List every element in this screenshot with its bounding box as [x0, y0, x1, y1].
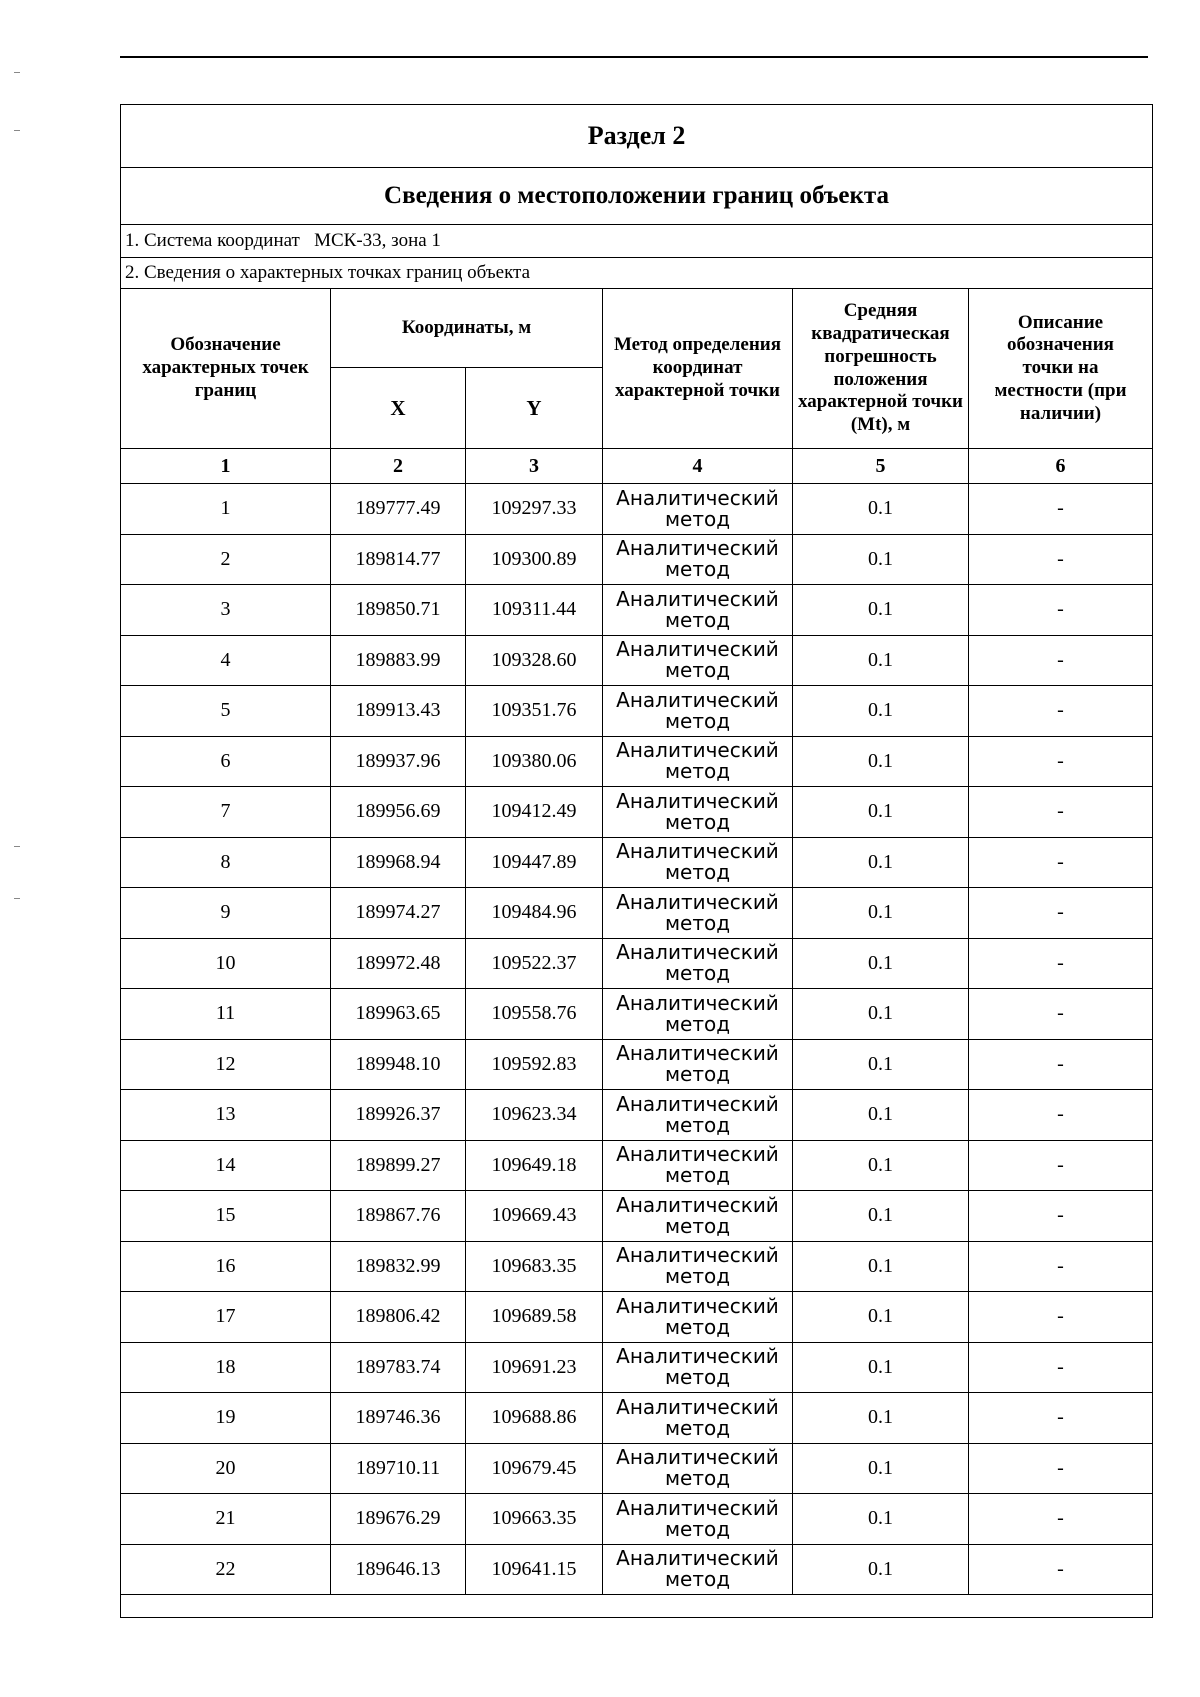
description-value: -: [969, 1494, 1153, 1545]
table-body: [121, 105, 1153, 1618]
method-line2: метод: [664, 860, 731, 885]
method-line1: Аналитический: [616, 687, 779, 712]
method-line2: метод: [664, 607, 731, 632]
column-number: 3: [466, 449, 603, 484]
y-coordinate: 109683.35: [466, 1241, 603, 1292]
error-value: 0.1: [793, 736, 969, 787]
method-line2: метод: [664, 506, 731, 531]
point-number: 9: [121, 888, 331, 939]
method-line1: Аналитический: [616, 1495, 779, 1520]
header-x: X: [331, 368, 466, 449]
table-row: [121, 736, 1153, 787]
y-coordinate: 109592.83: [466, 1039, 603, 1090]
y-coordinate: 109669.43: [466, 1191, 603, 1242]
description-value: -: [969, 1544, 1153, 1595]
table-row: [121, 989, 1153, 1040]
error-value: 0.1: [793, 1292, 969, 1343]
y-coordinate: 109688.86: [466, 1393, 603, 1444]
x-coordinate: 189814.77: [331, 534, 466, 585]
method-cell: [603, 1342, 793, 1393]
error-value: 0.1: [793, 1039, 969, 1090]
point-number: 16: [121, 1241, 331, 1292]
method-line2: метод: [664, 1516, 731, 1541]
point-number: 8: [121, 837, 331, 888]
y-coordinate: 109412.49: [466, 787, 603, 838]
method-line2: метод: [664, 1011, 731, 1036]
method-line2: метод: [664, 1112, 731, 1137]
point-number: 5: [121, 686, 331, 737]
y-coordinate: 109558.76: [466, 989, 603, 1040]
method-cell: [603, 1544, 793, 1595]
y-coordinate: 109300.89: [466, 534, 603, 585]
x-coordinate: 189937.96: [331, 736, 466, 787]
method-cell: [603, 534, 793, 585]
y-coordinate: 109679.45: [466, 1443, 603, 1494]
method-line1: Аналитический: [616, 738, 779, 763]
method-line1: Аналитический: [616, 1091, 779, 1116]
method-cell: [603, 1494, 793, 1545]
table-row: [121, 1393, 1153, 1444]
point-number: 17: [121, 1292, 331, 1343]
method-cell: [603, 989, 793, 1040]
method-line2: метод: [664, 557, 731, 582]
description-value: -: [969, 686, 1153, 737]
method-line1: Аналитический: [616, 839, 779, 864]
error-value: 0.1: [793, 1443, 969, 1494]
method-cell: [603, 484, 793, 535]
column-number: 1: [121, 449, 331, 484]
method-line1: Аналитический: [616, 1041, 779, 1066]
point-number: 12: [121, 1039, 331, 1090]
point-number: 4: [121, 635, 331, 686]
method-cell: [603, 888, 793, 939]
method-line1: Аналитический: [616, 1394, 779, 1419]
point-number: 7: [121, 787, 331, 838]
column-number: 2: [331, 449, 466, 484]
y-coordinate: 109663.35: [466, 1494, 603, 1545]
method-line1: Аналитический: [616, 1546, 779, 1571]
description-value: -: [969, 736, 1153, 787]
table-row: [121, 837, 1153, 888]
point-number: 2: [121, 534, 331, 585]
y-coordinate: 109649.18: [466, 1140, 603, 1191]
method-line2: метод: [664, 1567, 731, 1592]
x-coordinate: 189867.76: [331, 1191, 466, 1242]
section-title: Раздел 2: [121, 105, 1153, 168]
boundary-table: [120, 104, 1153, 1618]
point-number: 11: [121, 989, 331, 1040]
method-line2: метод: [664, 1415, 731, 1440]
table-row: [121, 1292, 1153, 1343]
description-value: -: [969, 1292, 1153, 1343]
method-line1: Аналитический: [616, 940, 779, 965]
method-line2: метод: [664, 1264, 731, 1289]
y-coordinate: 109380.06: [466, 736, 603, 787]
method-cell: [603, 1191, 793, 1242]
point-number: 14: [121, 1140, 331, 1191]
column-number-row: [121, 449, 1153, 484]
method-line1: Аналитический: [616, 485, 779, 510]
header-error: Средняя квадратическая погрешность положения характерной точки (Mt), м: [793, 289, 969, 449]
method-cell: [603, 787, 793, 838]
x-coordinate: 189899.27: [331, 1140, 466, 1191]
error-value: 0.1: [793, 686, 969, 737]
x-coordinate: 189926.37: [331, 1090, 466, 1141]
method-line1: Аналитический: [616, 586, 779, 611]
description-value: -: [969, 585, 1153, 636]
method-cell: [603, 686, 793, 737]
description-value: -: [969, 484, 1153, 535]
description-value: -: [969, 1393, 1153, 1444]
point-number: 15: [121, 1191, 331, 1242]
table-row: [121, 1443, 1153, 1494]
y-coordinate: 109297.33: [466, 484, 603, 535]
method-cell: [603, 736, 793, 787]
header-method: Метод определения координат характерной точки: [603, 289, 793, 449]
column-number: 6: [969, 449, 1153, 484]
error-value: 0.1: [793, 837, 969, 888]
method-line2: метод: [664, 1062, 731, 1087]
method-line2: метод: [664, 759, 731, 784]
x-coordinate: 189974.27: [331, 888, 466, 939]
method-line1: Аналитический: [616, 1192, 779, 1217]
error-value: 0.1: [793, 1494, 969, 1545]
coord-system-row: [121, 225, 1153, 258]
x-coordinate: 189972.48: [331, 938, 466, 989]
table-tail-row: [121, 1595, 1153, 1618]
point-number: 6: [121, 736, 331, 787]
method-cell: [603, 585, 793, 636]
scan-mark: [14, 846, 20, 847]
x-coordinate: 189883.99: [331, 635, 466, 686]
table-row: [121, 1494, 1153, 1545]
method-cell: [603, 837, 793, 888]
table-row: [121, 1191, 1153, 1242]
method-line2: метод: [664, 1163, 731, 1188]
header-description: Описание обозначения точки на местности (при наличии): [969, 289, 1153, 449]
method-line2: метод: [664, 1314, 731, 1339]
y-coordinate: 109484.96: [466, 888, 603, 939]
description-value: -: [969, 1090, 1153, 1141]
y-coordinate: 109623.34: [466, 1090, 603, 1141]
y-coordinate: 109351.76: [466, 686, 603, 737]
method-line2: метод: [664, 1466, 731, 1491]
table-row: [121, 1039, 1153, 1090]
method-cell: [603, 1140, 793, 1191]
method-line2: метод: [664, 1213, 731, 1238]
method-cell: [603, 938, 793, 989]
coord-system-value: МСК-33, зона 1: [314, 230, 441, 251]
error-value: 0.1: [793, 534, 969, 585]
method-line1: Аналитический: [616, 1293, 779, 1318]
method-line2: метод: [664, 708, 731, 733]
method-cell: [603, 1393, 793, 1444]
column-number: 5: [793, 449, 969, 484]
x-coordinate: 189676.29: [331, 1494, 466, 1545]
table-row: [121, 1090, 1153, 1141]
table-row: [121, 534, 1153, 585]
method-line2: метод: [664, 961, 731, 986]
method-cell: [603, 1443, 793, 1494]
method-line1: Аналитический: [616, 1344, 779, 1369]
point-number: 10: [121, 938, 331, 989]
y-coordinate: 109447.89: [466, 837, 603, 888]
point-number: 20: [121, 1443, 331, 1494]
error-value: 0.1: [793, 1544, 969, 1595]
table-row: [121, 686, 1153, 737]
table-row: [121, 585, 1153, 636]
method-cell: [603, 1090, 793, 1141]
method-line1: Аналитический: [616, 889, 779, 914]
x-coordinate: 189968.94: [331, 837, 466, 888]
table-row: [121, 1544, 1153, 1595]
method-line1: Аналитический: [616, 1445, 779, 1470]
column-number: 4: [603, 449, 793, 484]
header-y: Y: [466, 368, 603, 449]
header-designation: Обозначение характерных точек границ: [121, 289, 331, 449]
method-line1: Аналитический: [616, 1243, 779, 1268]
description-value: -: [969, 1241, 1153, 1292]
table-tail-cell: [121, 1595, 1153, 1618]
x-coordinate: 189710.11: [331, 1443, 466, 1494]
description-value: -: [969, 787, 1153, 838]
error-value: 0.1: [793, 888, 969, 939]
error-value: 0.1: [793, 585, 969, 636]
top-rule: [120, 56, 1148, 58]
table-row: [121, 1241, 1153, 1292]
x-coordinate: 189783.74: [331, 1342, 466, 1393]
description-value: -: [969, 1443, 1153, 1494]
error-value: 0.1: [793, 1191, 969, 1242]
method-line2: метод: [664, 1365, 731, 1390]
table-row: [121, 1342, 1153, 1393]
y-coordinate: 109328.60: [466, 635, 603, 686]
description-value: -: [969, 534, 1153, 585]
method-line1: Аналитический: [616, 637, 779, 662]
description-value: -: [969, 1342, 1153, 1393]
method-line1: Аналитический: [616, 536, 779, 561]
y-coordinate: 109641.15: [466, 1544, 603, 1595]
table-row: [121, 635, 1153, 686]
x-coordinate: 189646.13: [331, 1544, 466, 1595]
error-value: 0.1: [793, 1140, 969, 1191]
scan-mark: [14, 898, 20, 899]
y-coordinate: 109522.37: [466, 938, 603, 989]
point-number: 3: [121, 585, 331, 636]
point-number: 1: [121, 484, 331, 535]
error-value: 0.1: [793, 484, 969, 535]
method-line2: метод: [664, 658, 731, 683]
description-value: -: [969, 1140, 1153, 1191]
error-value: 0.1: [793, 1090, 969, 1141]
point-number: 19: [121, 1393, 331, 1444]
scan-mark: [14, 130, 20, 131]
x-coordinate: 189806.42: [331, 1292, 466, 1343]
header-coordinates: Координаты, м: [331, 289, 603, 368]
method-line2: метод: [664, 809, 731, 834]
point-number: 18: [121, 1342, 331, 1393]
error-value: 0.1: [793, 787, 969, 838]
method-cell: [603, 1039, 793, 1090]
x-coordinate: 189956.69: [331, 787, 466, 838]
description-value: -: [969, 1039, 1153, 1090]
table-row: [121, 938, 1153, 989]
table-row: [121, 787, 1153, 838]
description-value: -: [969, 938, 1153, 989]
description-value: -: [969, 635, 1153, 686]
description-value: -: [969, 1191, 1153, 1242]
method-line1: Аналитический: [616, 990, 779, 1015]
x-coordinate: 189963.65: [331, 989, 466, 1040]
method-line1: Аналитический: [616, 1142, 779, 1167]
x-coordinate: 189948.10: [331, 1039, 466, 1090]
error-value: 0.1: [793, 1393, 969, 1444]
x-coordinate: 189777.49: [331, 484, 466, 535]
description-value: -: [969, 989, 1153, 1040]
x-coordinate: 189832.99: [331, 1241, 466, 1292]
y-coordinate: 109311.44: [466, 585, 603, 636]
error-value: 0.1: [793, 1241, 969, 1292]
x-coordinate: 189850.71: [331, 585, 466, 636]
y-coordinate: 109689.58: [466, 1292, 603, 1343]
x-coordinate: 189746.36: [331, 1393, 466, 1444]
point-number: 22: [121, 1544, 331, 1595]
error-value: 0.1: [793, 989, 969, 1040]
method-line2: метод: [664, 910, 731, 935]
method-cell: [603, 1292, 793, 1343]
method-cell: [603, 1241, 793, 1292]
table-row: [121, 1140, 1153, 1191]
error-value: 0.1: [793, 1342, 969, 1393]
section-subtitle: Сведения о местоположении границ объекта: [121, 168, 1153, 225]
error-value: 0.1: [793, 635, 969, 686]
table-row: [121, 888, 1153, 939]
points-info-row: 2. Сведения о характерных точках границ объекта: [121, 258, 1153, 289]
point-number: 13: [121, 1090, 331, 1141]
x-coordinate: 189913.43: [331, 686, 466, 737]
method-line1: Аналитический: [616, 788, 779, 813]
coord-system-label: 1. Система координат: [125, 230, 300, 251]
description-value: -: [969, 837, 1153, 888]
method-cell: [603, 635, 793, 686]
table-row: [121, 484, 1153, 535]
error-value: 0.1: [793, 938, 969, 989]
scan-mark: [14, 72, 20, 73]
description-value: -: [969, 888, 1153, 939]
point-number: 21: [121, 1494, 331, 1545]
y-coordinate: 109691.23: [466, 1342, 603, 1393]
